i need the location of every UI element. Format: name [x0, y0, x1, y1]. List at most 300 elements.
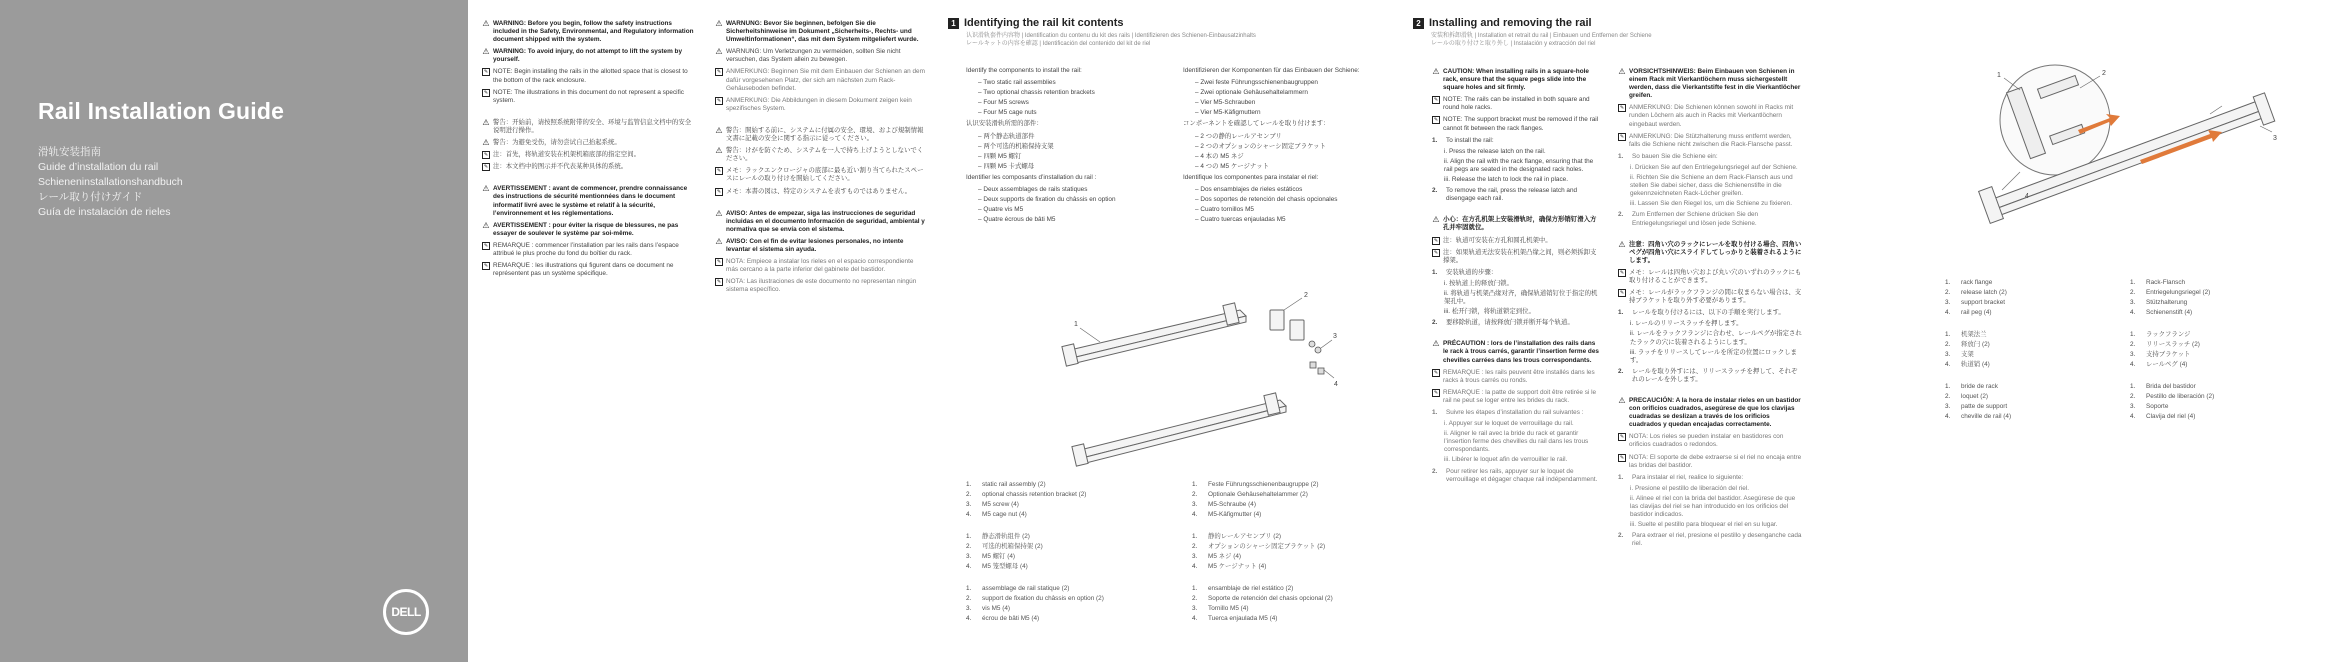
cover-panel: [0, 0, 468, 662]
legend-label: 可选的机箱保持架 (2): [982, 543, 1043, 550]
legend-number: 3.: [2130, 351, 2136, 358]
list-item: – 2 つのオプションのシャーシ固定ブラケット: [1195, 142, 1326, 150]
note-pencil-icon: ✎: [1433, 97, 1439, 104]
list-heading: Identifique los componentes para instalar el riel:: [1183, 173, 1319, 181]
warning-text: AVISO: Antes de empezar, siga las instrucciones de seguridad incluidas en el documento Información de seguridad, ambiental y normativa que se envía con el sistema.: [726, 209, 925, 233]
legend-number: 1.: [1192, 585, 1198, 592]
legend-item: [1945, 298, 2125, 308]
warning-triangle-icon: ⚠: [482, 184, 490, 194]
legend-item: [966, 490, 1166, 500]
legend-label: Soporte de retención del chasis opcional (2): [1208, 595, 1333, 602]
section-1-legend-right: [1192, 480, 1392, 624]
legend-label: Stützhalterung: [2146, 299, 2188, 306]
warning-text: WARNING: To avoid injury, do not attempt to lift the system by yourself.: [493, 48, 682, 64]
legend-label: support de fixation du châssis en option (2): [982, 595, 1104, 602]
legend-number: 1.: [1192, 533, 1198, 540]
caution-text: 注意：四角い穴のラックにレールを取り付ける場合、四角いペグが四角い穴にスライドしてしっかりと装着されるようにします。: [1629, 240, 1802, 264]
callout-1: 1: [1997, 72, 2001, 79]
legend-label: Entriegelungsriegel (2): [2146, 289, 2211, 296]
legend-item: [1945, 412, 2125, 422]
list-heading: 认识安装滑轨所需的部件：: [966, 120, 1043, 128]
legend-spacer: [1192, 572, 1392, 584]
safety-column-1: [482, 20, 697, 282]
subtitle-line: レールキットの内容を確認 | Identificación del contenido del kit de riel: [966, 41, 1151, 47]
list-item: – Zwei feste Führungsschienenbaugruppen: [1195, 79, 1318, 87]
legend-label: M5 螺钉 (4): [982, 553, 1016, 560]
legend-item: [2130, 330, 2310, 340]
legend-label: static rail assembly (2): [982, 481, 1046, 488]
substep-item: ii. Alinee el riel con la brida del bastidor. Asegúrese de que las clavijas del riel se han introducido en los orificios del bastidor indicados.: [1630, 494, 1796, 519]
legend-number: 2.: [1192, 491, 1198, 498]
step-item: 1. Suivre les étapes d’installation du rail suivantes :: [1432, 409, 1584, 416]
warning-text: 警告：開始する前に、システムに付属の安全、環境、および規制情報文書に記載の安全に関する指示に従ってください。: [726, 126, 924, 143]
list-heading: Identifier les composants d’installation du rail :: [966, 173, 1097, 181]
legend-number: 4.: [966, 511, 972, 518]
legend-item: [2130, 392, 2310, 402]
legend-number: 4.: [2130, 413, 2136, 420]
section-2-header: [1413, 17, 1592, 29]
legend-number: 1.: [1945, 383, 1951, 390]
note-text: NOTA: Los rieles se pueden instalar en bastidores con orificios cuadrados o redondos.: [1629, 433, 1784, 449]
legend-item: [2130, 298, 2310, 308]
callout-4: 4: [1334, 381, 1338, 388]
legend-number: 1.: [1945, 331, 1951, 338]
note-text: メモ：本書の図は、特定のシステムを表すものではありません。: [726, 187, 912, 195]
callout-3: 3: [2273, 135, 2277, 142]
legend-number: 4.: [1192, 511, 1198, 518]
legend-number: 1.: [966, 481, 972, 488]
legend-item: [1192, 584, 1392, 594]
legend-item: [1192, 532, 1392, 542]
warning-triangle-icon: ⚠: [715, 208, 723, 218]
legend-spacer: [966, 520, 1166, 532]
substep-item: i. レールのリリースラッチを押します。: [1630, 320, 1743, 328]
list-item: – Two static rail assemblies: [978, 79, 1056, 87]
legend-number: 2.: [966, 543, 972, 550]
substep-item: ii. 将轨道与机架凸缘对齐，确保轨道销钉位于指定的机架孔中。: [1444, 289, 1598, 306]
legend-label: 轨道销 (4): [1961, 361, 1990, 368]
safety-column-2: [715, 20, 925, 298]
substep-item: ii. Richten Sie die Schiene an dem Rack-Flansch aus und stellen Sie dabei sicher, dass die Schienenstifte in die gekennzeichneten Rack-Löcher greifen.: [1630, 174, 1793, 198]
legend-spacer: [1945, 370, 2125, 382]
guide-title: Rail Installation Guide: [38, 98, 285, 124]
legend-number: 2.: [1945, 289, 1951, 296]
substep-item: iii. Lassen Sie den Riegel los, um die Schiene zu fixieren.: [1630, 200, 1792, 208]
list-item: – 4 つの M5 ケージナット: [1195, 162, 1269, 170]
legend-label: bride de rack: [1961, 383, 1998, 390]
legend-item: [966, 500, 1166, 510]
warning-triangle-icon: ⚠: [482, 138, 490, 148]
caution-triangle-icon: ⚠: [1618, 67, 1626, 76]
note-pencil-icon: ✎: [483, 164, 489, 171]
section-title: Installing and removing the rail: [1429, 17, 1592, 29]
legend-number: 4.: [1945, 413, 1951, 420]
note-text: メモ：レールがラックフランジの間に収まらない場合は、支持ブラケットを取り外す必要があります。: [1629, 289, 1802, 305]
legend-item: [1945, 308, 2125, 318]
note-text: NOTE: Begin installing the rails in the allotted space that is closest to the bottom of the rack enclosure.: [493, 68, 688, 84]
section-number: 1: [948, 18, 959, 29]
legend-label: ラックフランジ: [2146, 331, 2191, 338]
note-text: 注：如果轨道无法安装在机架凸缘之间，则必须拆卸支撑架。: [1443, 248, 1597, 264]
substep-item: iii. Release the latch to lock the rail in place.: [1444, 176, 1568, 184]
install-column-a: [1432, 68, 1602, 487]
note-pencil-icon: ✎: [716, 97, 722, 104]
callout-1: 1: [1074, 321, 1078, 328]
legend-spacer: [1192, 520, 1392, 532]
list-item: – 2 つの静的レールアセンブリ: [1195, 132, 1282, 140]
legend-label: リリースラッチ (2): [2146, 341, 2200, 348]
note-pencil-icon: ✎: [1433, 237, 1439, 244]
note-text: NOTA: El soporte de debe extraerse si el riel no encaja entre las bridas del bastidor.: [1629, 453, 1802, 469]
note-pencil-icon: ✎: [483, 69, 489, 76]
substep-item: i. 按轨道上的释放闩锁。: [1444, 279, 1513, 287]
legend-label: rack flange: [1961, 279, 1993, 286]
warning-text: WARNUNG: Um Verletzungen zu vermeiden, sollten Sie nicht versuchen, das System allein zu bewegen.: [726, 48, 901, 64]
note-text: 注：首先，将轨道安装在机架机箱底部的指定空间。: [493, 151, 640, 159]
legend-item: [2130, 340, 2310, 350]
legend-item: [1192, 614, 1392, 624]
substep-item: iii. Libérer le loquet afin de verrouiller le rail.: [1444, 456, 1568, 464]
warning-triangle-icon: ⚠: [715, 146, 723, 156]
note-pencil-icon: ✎: [716, 259, 722, 266]
legend-item: [1192, 510, 1392, 520]
legend-label: M5 cage nut (4): [982, 511, 1027, 518]
note-text: メモ：ラックエンクロージャの底部に最も近い割り当てられたスペースにレールの取り付けを開始してください。: [726, 167, 924, 183]
substep-item: iii. Suelte el pestillo para bloquear el riel en su lugar.: [1630, 521, 1778, 529]
legend-label: rail peg (4): [1961, 309, 1992, 316]
note-text: 注：轨道可安装在方孔和圆孔机架中。: [1443, 236, 1552, 244]
legend-number: 4.: [1945, 361, 1951, 368]
legend-number: 4.: [2130, 309, 2136, 316]
legend-label: assemblage de rail statique (2): [982, 585, 1070, 592]
callout-4: 4: [2025, 193, 2029, 200]
legend-label: Feste Führungsschienenbaugruppe (2): [1208, 481, 1319, 488]
legend-number: 3.: [966, 553, 972, 560]
caution-text: PRÉCAUTION : lors de l’installation des rails dans le rack à trous carrés, garantir l’insertion ferme des chevilles carrées dans les trous correspondants.: [1443, 340, 1599, 364]
legend-number: 3.: [966, 501, 972, 508]
legend-number: 4.: [1192, 615, 1198, 622]
substep-item: ii. Align the rail with the rack flange, ensuring that the rail pegs are seated in the designated rack holes.: [1444, 157, 1594, 173]
note-text: NOTA: Las ilustraciones de este documento no representan ningún sistema específico.: [726, 278, 917, 294]
legend-item: [966, 604, 1166, 614]
substep-item: i. Drücken Sie auf den Entriegelungsriegel auf der Schiene.: [1630, 163, 1798, 171]
warning-text: 警告：けがを防ぐため、システムを一人で持ち上げようとしないでください。: [726, 147, 924, 163]
warning-triangle-icon: ⚠: [482, 19, 490, 28]
legend-label: cheville de rail (4): [1961, 413, 2012, 420]
list-heading: コンポーネントを確認してレールを取り付けます：: [1183, 120, 1330, 128]
note-pencil-icon: ✎: [483, 263, 489, 270]
note-pencil-icon: ✎: [1619, 105, 1625, 112]
legend-number: 1.: [966, 585, 972, 592]
legend-number: 4.: [966, 615, 972, 622]
legend-label: Soporte: [2146, 403, 2169, 410]
legend-label: M5 笼型螺母 (4): [982, 563, 1028, 570]
callout-2: 2: [2102, 70, 2106, 77]
note-pencil-icon: ✎: [483, 152, 489, 159]
legend-number: 2.: [2130, 289, 2136, 296]
legend-label: release latch (2): [1961, 289, 2007, 296]
legend-label: ensamblaje de riel estático (2): [1208, 585, 1294, 592]
warning-text: AVERTISSEMENT : avant de commencer, prendre connaissance des instructions de sécurité mentionnées dans le document informatif livré avec le système et relatif à la sécurité, l’environnement et les réglementations.: [493, 185, 688, 217]
legend-item: [1192, 594, 1392, 604]
note-text: NOTE: The support bracket must be removed if the rail cannot fit between the rack flanges.: [1443, 116, 1599, 132]
kit-contents-left: [966, 67, 1166, 227]
legend-item: [966, 532, 1166, 542]
step-item: 2. Zum Entfernen der Schiene drücken Sie den Entriegelungsriegel und lösen jede Schiene.: [1618, 211, 1759, 227]
legend-spacer: [1945, 318, 2125, 330]
note-pencil-icon: ✎: [1433, 369, 1439, 376]
warning-triangle-icon: ⚠: [482, 220, 490, 230]
section-2-legend-left: [1945, 278, 2125, 422]
legend-item: [2130, 360, 2310, 370]
legend-label: Schienenstift (4): [2146, 309, 2193, 316]
legend-number: 2.: [1192, 543, 1198, 550]
legend-label: vis M5 (4): [982, 605, 1011, 612]
section-2-legend-right: [2130, 278, 2310, 422]
list-item: – Two optional chassis retention brackets: [978, 89, 1095, 97]
legend-number: 3.: [1945, 299, 1951, 306]
warning-text: 警告：开始前，请按照系统附带的安全、环境与监管信息文档中的安全说明进行操作。: [493, 118, 692, 134]
warning-text: AVERTISSEMENT : pour éviter la risque de blessures, ne pas essayer de soulever le système par soi-même.: [493, 221, 679, 237]
legend-spacer: [2130, 370, 2310, 382]
callout-3: 3: [1333, 333, 1337, 340]
legend-item: [1192, 562, 1392, 572]
legend-item: [1945, 340, 2125, 350]
substep-item: ii. Aligner le rail avec la bride du rack et garantir l’insertion ferme des chevilles du rail dans les trous correspondants.: [1444, 430, 1589, 454]
legend-item: [1945, 330, 2125, 340]
step-item: 1. Para instalar el riel, realice lo siguiente:: [1618, 473, 1744, 481]
legend-item: [966, 584, 1166, 594]
legend-item: [2130, 402, 2310, 412]
legend-label: loquet (2): [1961, 393, 1988, 400]
legend-number: 2.: [2130, 341, 2136, 348]
caution-text: CAUTION: When installing rails in a square-hole rack, ensure that the square pegs slide into the square holes and sit firmly.: [1443, 68, 1589, 92]
note-pencil-icon: ✎: [716, 69, 722, 76]
list-item: – Vier M5-Schrauben: [1195, 99, 1256, 107]
list-item: – Quatre vis M5: [978, 206, 1024, 214]
legend-label: 支架: [1961, 351, 1974, 358]
warning-text: WARNING: Before you begin, follow the safety instructions included in the Safety, Environmental, and Regulatory information document shipped with the system.: [493, 20, 694, 44]
caution-triangle-icon: ⚠: [1618, 239, 1626, 249]
legend-item: [1945, 382, 2125, 392]
legend-item: [1945, 350, 2125, 360]
section-2-subtitle: [1431, 32, 1851, 48]
legend-label: 支持ブラケット: [2146, 351, 2191, 358]
rail-install-illustration: [1960, 60, 2315, 270]
subtitle-fr: Guide d’installation du rail: [38, 161, 159, 173]
legend-item: [1192, 542, 1392, 552]
legend-item: [966, 510, 1166, 520]
legend-number: 2.: [1945, 341, 1951, 348]
subtitle-de: Schieneninstallationshandbuch: [38, 176, 183, 188]
list-item: – Deux assemblages de rails statiques: [978, 186, 1088, 194]
warning-triangle-icon: ⚠: [715, 19, 723, 28]
list-item: – 四颗 M5 螺钉: [978, 152, 1022, 160]
legend-number: 2.: [966, 595, 972, 602]
caution-text: VORSICHTSHINWEIS: Beim Einbauen von Schienen in einem Rack mit Vierkantlöchern muss sichergestellt werden, dass die Vierkantstifte fest in die Vierkantlöcher greifen.: [1629, 68, 1801, 100]
list-item: – 两个可选的机箱保持支架: [978, 142, 1054, 150]
legend-number: 2.: [2130, 393, 2136, 400]
list-item: – Zwei optionale Gehäusehaltelammern: [1195, 89, 1308, 97]
legend-item: [966, 614, 1166, 624]
step-item: 1. To install the rail:: [1432, 136, 1494, 144]
legend-spacer: [2130, 318, 2310, 330]
step-item: 1. レールを取り付けるには、以下の手順を実行します。: [1618, 309, 1785, 317]
legend-item: [1192, 480, 1392, 490]
legend-label: レールペグ (4): [2146, 361, 2188, 368]
legend-item: [966, 480, 1166, 490]
legend-item: [966, 594, 1166, 604]
warning-triangle-icon: ⚠: [715, 236, 723, 246]
note-pencil-icon: ✎: [483, 242, 489, 249]
legend-item: [1192, 490, 1392, 500]
kit-contents-right: [1183, 67, 1388, 227]
legend-label: Rack-Flansch: [2146, 279, 2186, 286]
list-item: – Cuatro tornillos M5: [1195, 206, 1254, 214]
legend-number: 4.: [1192, 563, 1198, 570]
note-pencil-icon: ✎: [1433, 389, 1439, 396]
legend-label: 机架法兰: [1961, 331, 1987, 338]
note-text: ANMERKUNG: Die Abbildungen in diesem Dokument zeigen kein spezifisches System.: [726, 96, 912, 112]
legend-label: Clavija del riel (4): [2146, 413, 2196, 420]
legend-spacer: [966, 572, 1166, 584]
subtitle-line: 安装和拆卸滑轨 | Installation et retrait du rail | Einbauen und Entfernen der Schiene: [1431, 33, 1652, 39]
warning-text: 警告：为避免受伤，请勿尝试自己抬起系统。: [493, 139, 621, 147]
legend-number: 4.: [966, 563, 972, 570]
legend-number: 1.: [1192, 481, 1198, 488]
legend-label: support bracket: [1961, 299, 2006, 306]
note-pencil-icon: ✎: [716, 279, 722, 286]
legend-item: [1945, 360, 2125, 370]
note-text: REMARQUE : la patte de support doit être retirée si le rail ne peut se loger entre les brides du rack.: [1443, 388, 1597, 404]
step-item: 1. 安装轨道的步骤：: [1432, 268, 1498, 276]
step-item: 1. So bauen Sie die Schiene ein:: [1618, 152, 1718, 160]
legend-number: 2.: [1945, 393, 1951, 400]
note-text: ANMERKUNG: Beginnen Sie mit dem Einbauen der Schienen an dem dafür vorgesehenen Platz, der sich am nächsten zum Rack-Gehäuseboden befindet.: [726, 68, 925, 92]
legend-label: Optionale Gehäusehaltelammer (2): [1208, 491, 1308, 498]
list-heading: Identifizieren der Komponenten für das Einbauen der Schiene:: [1183, 67, 1360, 74]
legend-number: 1.: [2130, 279, 2136, 286]
legend-number: 4.: [2130, 361, 2136, 368]
section-title: Identifying the rail kit contents: [964, 17, 1124, 29]
caution-text: 小心：在方孔机架上安装滑轨时，确保方形销钉滑入方孔并牢固就位。: [1443, 216, 1597, 232]
warning-triangle-icon: ⚠: [715, 47, 723, 57]
note-text: NOTE: The rails can be installed in both square and round hole racks.: [1443, 96, 1590, 112]
subtitle-es: Guía de instalación de rieles: [38, 206, 171, 218]
legend-number: 3.: [1945, 403, 1951, 410]
legend-number: 1.: [2130, 383, 2136, 390]
legend-label: Tuerca enjaulada M5 (4): [1208, 615, 1278, 622]
step-item: 2. To remove the rail, press the release latch and disengage each rail.: [1432, 187, 1578, 203]
legend-item: [1192, 604, 1392, 614]
note-text: メモ：レールは四角い穴および丸い穴のいずれのラックにも取り付けることができます。: [1629, 268, 1802, 284]
list-item: – Four M5 screws: [978, 99, 1029, 107]
list-item: – Quatre écrous de bâti M5: [978, 216, 1056, 224]
legend-item: [1945, 392, 2125, 402]
warning-text: WARNUNG: Bevor Sie beginnen, befolgen Sie die Sicherheitshinweise im Dokument „Sicherheits-, Rechts- und Umweltinformationen“, das mit dem System mitgeliefert wurde.: [726, 20, 919, 44]
list-item: – 四颗 M5 卡式螺母: [978, 162, 1035, 170]
legend-item: [1192, 500, 1392, 510]
legend-label: 释放闩 (2): [1961, 341, 1990, 348]
note-text: REMARQUE : les rails peuvent être installés dans les racks à trous carrés ou ronds.: [1443, 368, 1595, 384]
legend-number: 2.: [1192, 595, 1198, 602]
substep-item: i. Press the release latch on the rail.: [1444, 147, 1546, 155]
legend-number: 3.: [1192, 501, 1198, 508]
legend-label: M5 ネジ (4): [1208, 553, 1242, 560]
note-text: ANMERKUNG: Die Stützhalterung muss entfernt werden, falls die Schiene nicht zwischen die Rack-Flansche passt.: [1629, 132, 1793, 148]
list-item: – Deux supports de fixation du châssis en option: [978, 196, 1116, 204]
subtitle-ja: レール取り付けガイド: [38, 191, 143, 203]
legend-number: 1.: [2130, 331, 2136, 338]
legend-label: 静态滑轨组件 (2): [982, 533, 1030, 540]
legend-item: [2130, 412, 2310, 422]
legend-label: M5-Käfigmutter (4): [1208, 511, 1262, 518]
note-pencil-icon: ✎: [1619, 133, 1625, 140]
subtitle-line: レールの取り付けと取り外し | Instalación y extracción del riel: [1431, 41, 1596, 47]
legend-label: écrou de bâti M5 (4): [982, 615, 1040, 622]
substep-item: iii. ラッチをリリースしてレールを所定の位置にロックします。: [1630, 348, 1797, 364]
caution-triangle-icon: ⚠: [1432, 339, 1440, 349]
list-item: – Dos soportes de retención del chasis opcionales: [1195, 196, 1338, 204]
legend-number: 3.: [1192, 553, 1198, 560]
legend-label: M5 ケージナット (4): [1208, 563, 1267, 570]
list-heading: Identify the components to install the rail:: [966, 67, 1082, 74]
legend-label: 静的レールアセンブリ (2): [1208, 533, 1282, 540]
caution-triangle-icon: ⚠: [1432, 215, 1440, 225]
legend-label: Brida del bastidor: [2146, 383, 2196, 390]
substep-item: ii. レールをラックフランジに合わせ、レールペグが指定されたラックの穴に装着されるようにします。: [1630, 330, 1802, 346]
dell-logo-icon: DELL: [383, 589, 429, 635]
legend-number: 2.: [966, 491, 972, 498]
note-text: ANMERKUNG: Die Schienen können sowohl in Racks mit runden Löchern als auch in Racks mit Vierkantlöchern eingebaut werden.: [1629, 104, 1794, 128]
legend-item: [2130, 308, 2310, 318]
legend-item: [966, 562, 1166, 572]
legend-item: [966, 552, 1166, 562]
substep-item: i. Appuyer sur le loquet de verrouillage du rail.: [1444, 420, 1574, 428]
note-pencil-icon: ✎: [1619, 269, 1625, 276]
legend-number: 3.: [1945, 351, 1951, 358]
substep-item: i. Presione el pestillo de liberación del riel.: [1630, 484, 1750, 492]
note-pencil-icon: ✎: [483, 89, 489, 96]
section-number: 2: [1413, 18, 1424, 29]
legend-label: M5-Schraube (4): [1208, 501, 1256, 508]
legend-item: [1945, 288, 2125, 298]
note-pencil-icon: ✎: [716, 168, 722, 175]
legend-item: [2130, 350, 2310, 360]
install-column-b: [1618, 68, 1803, 552]
legend-item: [1192, 552, 1392, 562]
warning-triangle-icon: ⚠: [482, 117, 490, 127]
note-text: REMARQUE : commencer l’installation par les rails dans l’espace attribué le plus proche du fond du boîtier du rack.: [493, 241, 679, 257]
legend-number: 1.: [966, 533, 972, 540]
legend-label: オプションのシャーシ固定ブラケット (2): [1208, 543, 1326, 550]
legend-number: 1.: [1945, 279, 1951, 286]
subtitle-zh: 滑轨安装指南: [38, 146, 101, 158]
callout-2: 2: [1304, 292, 1308, 299]
legend-number: 3.: [1192, 605, 1198, 612]
list-item: – Four M5 cage nuts: [978, 109, 1037, 117]
legend-label: patte de support: [1961, 403, 2008, 410]
note-pencil-icon: ✎: [1433, 249, 1439, 256]
note-text: REMARQUE : les illustrations qui figurent dans ce document ne représentent pas un système spécifique.: [493, 262, 674, 278]
step-item: 2. 要移除轨道，请按释放闩锁并断开每个轨道。: [1432, 319, 1574, 327]
section-1-legend-left: [966, 480, 1166, 624]
legend-number: 3.: [2130, 299, 2136, 306]
legend-number: 4.: [1945, 309, 1951, 316]
note-pencil-icon: ✎: [1619, 434, 1625, 441]
note-text: NOTA: Empiece a instalar los rieles en el espacio correspondiente más cercano a la parte inferior del gabinete del bastidor.: [726, 258, 914, 274]
note-pencil-icon: ✎: [716, 188, 722, 195]
